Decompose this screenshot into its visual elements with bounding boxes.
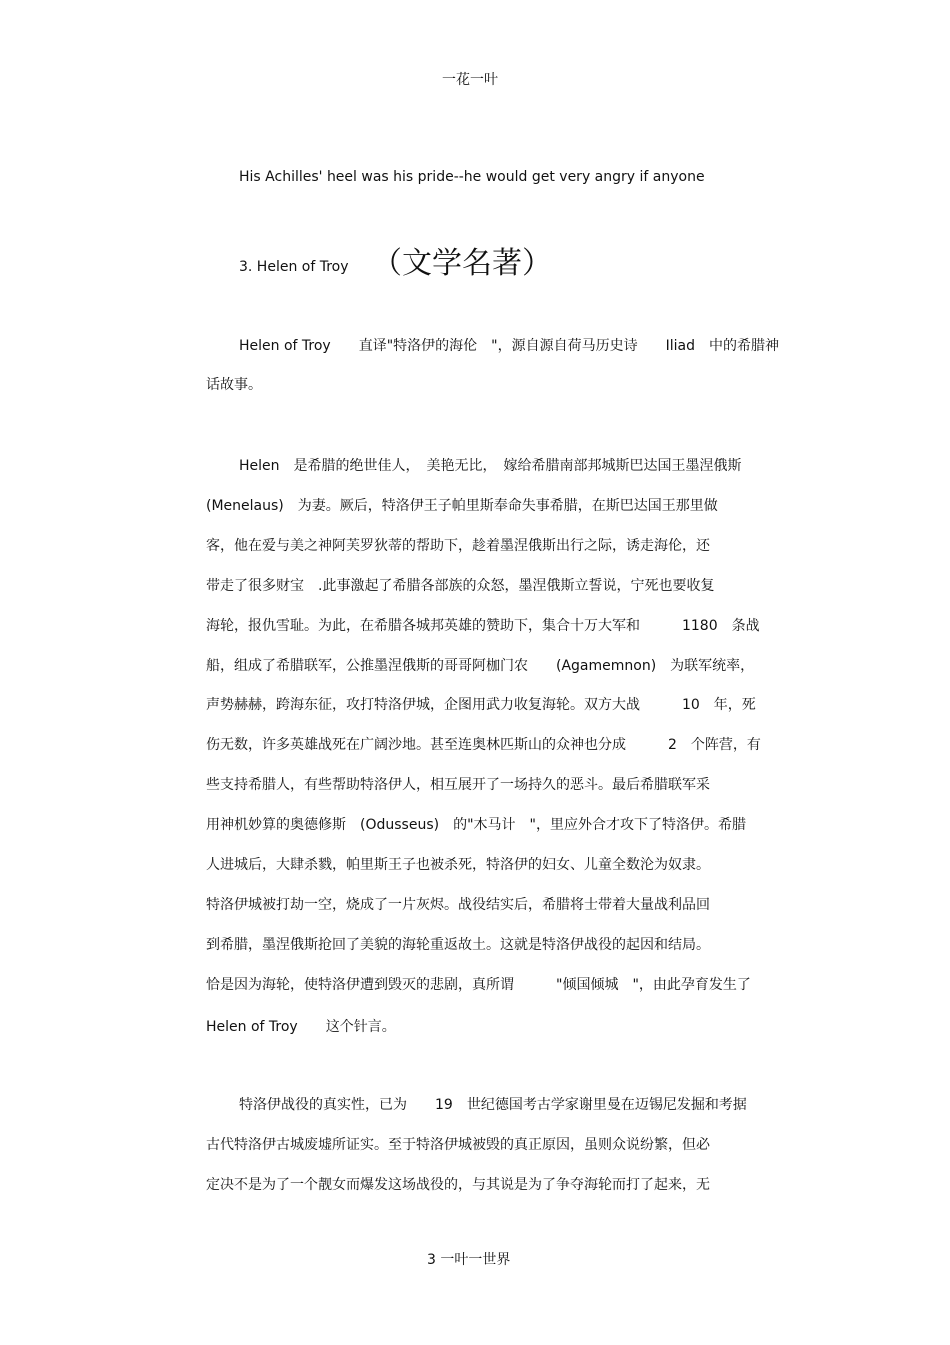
page-footer: 3 一叶一世界: [427, 1252, 511, 1268]
paragraph-line: 人进城后，大肆杀戮，帕里斯王子也被杀死，特洛伊的妇女、儿童全数沦为奴隶。: [206, 857, 710, 873]
paragraph-line: 带走了很多财宝 .此事激起了希腊各部族的众怒，墨涅俄斯立誓说，宁死也要收复: [206, 578, 715, 594]
paragraph-line: 恰是因为海轮，使特洛伊遭到毁灭的悲剧，真所谓 "倾国倾城 "，由此孕育发生了: [206, 977, 751, 993]
paragraph-line: 些支持希腊人，有些帮助特洛伊人，相互展开了一场持久的恶斗。最后希腊联军采: [206, 777, 710, 793]
paragraph-line: (Menelaus) 为妻。厥后，特洛伊王子帕里斯奉命失事希腊，在斯巴达国王那里做: [206, 498, 718, 514]
section-heading-tag: （文学名著）: [372, 246, 552, 281]
paragraph-line: 特洛伊战役的真实性，已为 19 世纪德国考古学家谢里曼在迈锡尼发掘和考据: [239, 1097, 747, 1113]
paragraph-line: 话故事。: [206, 377, 262, 393]
paragraph-line: 古代特洛伊古城废墟所证实。至于特洛伊城被毁的真正原因，虽则众说纷繁，但必: [206, 1137, 710, 1153]
paragraph-line: 定决不是为了一个靓女而爆发这场战役的，与其说是为了争夺海轮而打了起来，无: [206, 1177, 710, 1193]
paragraph-line: 用神机妙算的奥德修斯 (Odusseus) 的"木马计 "，里应外合才攻下了特洛伊。希腊: [206, 817, 746, 833]
paragraph-line: 伤无数，许多英雄战死在广阔沙地。甚至连奥林匹斯山的众神也分成 2 个阵营，有: [206, 737, 761, 753]
paragraph-line: 客，他在爱与美之神阿芙罗狄蒂的帮助下，趁着墨涅俄斯出行之际，诱走海伦，还: [206, 538, 710, 554]
paragraph-line: 船，组成了希腊联军，公推墨涅俄斯的哥哥阿枷门农 (Agamemnon) 为联军统率，: [206, 658, 755, 674]
paragraph-line: 声势赫赫，跨海东征，攻打特洛伊城，企图用武力收复海轮。双方大战 10 年，死: [206, 697, 756, 713]
paragraph-line: Helen of Troy 这个针言。: [206, 1019, 396, 1035]
paragraph-line: 海轮，报仇雪耻。为此，在希腊各城邦英雄的赞助下，集合十万大军和 1180 条战: [206, 618, 760, 634]
paragraph-line: 特洛伊城被打劫一空，烧成了一片灰烬。战役结实后，希腊将士带着大量战利品回: [206, 897, 710, 913]
paragraph-line: Helen of Troy 直译"特洛伊的海伦 "，源自源自荷马历史诗 Iliad 中的希腊神: [239, 338, 779, 354]
paragraph-line: 到希腊，墨涅俄斯抢回了美貌的海轮重返故土。这就是特洛伊战役的起因和结局。: [206, 937, 710, 953]
paragraph-line: Helen 是希腊的绝世佳人， 美艳无比， 嫁给希腊南部邦城斯巴达国王墨涅俄斯: [239, 458, 742, 474]
quote-line: His Achilles' heel was his pride--he would get very angry if anyone: [239, 169, 705, 185]
section-heading-number: 3. Helen of Troy: [239, 259, 349, 275]
page-header: 一花一叶: [442, 72, 498, 88]
